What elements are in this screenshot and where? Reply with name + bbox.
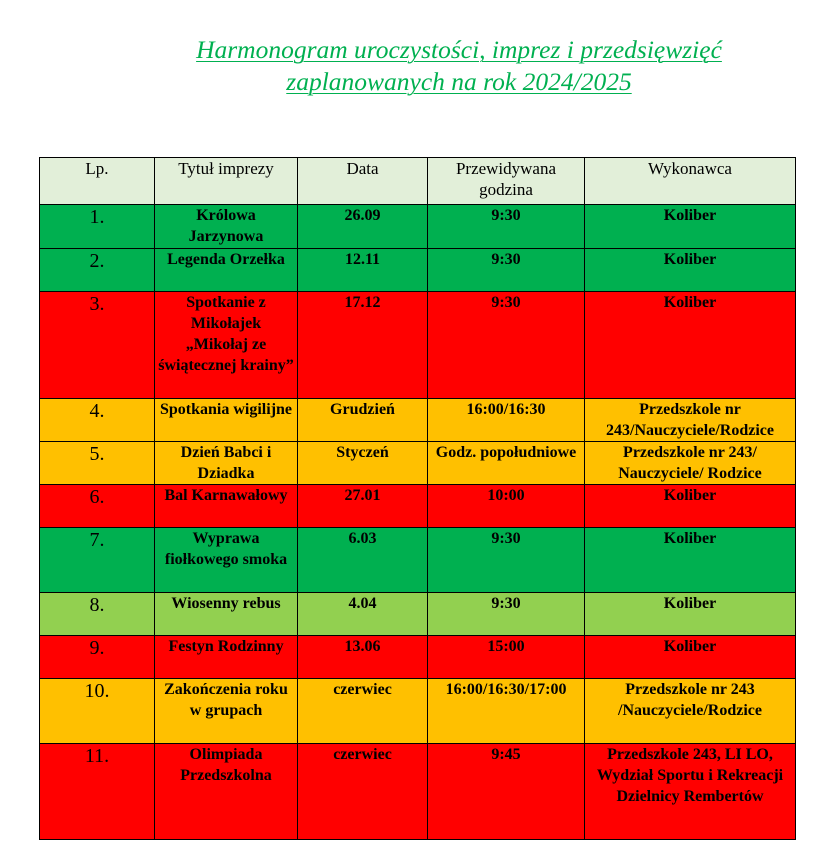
row-title: Spotkanie z Mikołajek „Mikołaj ze świątecznej krainy” [155, 292, 298, 399]
row-time: 9:30 [428, 205, 585, 249]
row-date: 26.09 [298, 205, 428, 249]
row-title: Wyprawa fiołkowego smoka [155, 528, 298, 593]
row-lp: 4. [40, 399, 155, 442]
row-time: 16:00/16:30 [428, 399, 585, 442]
row-performer: Koliber [585, 636, 796, 679]
header-performer: Wykonawca [585, 158, 796, 205]
row-performer: Przedszkole nr 243/Nauczyciele/Rodzice [585, 399, 796, 442]
table-row [40, 593, 796, 636]
row-date: 4.04 [298, 593, 428, 636]
row-time: 9:45 [428, 744, 585, 840]
schedule-table [39, 157, 796, 840]
row-performer: Koliber [585, 528, 796, 593]
header-lp: Lp. [40, 158, 155, 205]
row-date: czerwiec [298, 679, 428, 744]
row-date: czerwiec [298, 744, 428, 840]
row-performer: Koliber [585, 249, 796, 292]
table-row [40, 679, 796, 744]
row-date: 12.11 [298, 249, 428, 292]
title-line-1: Harmonogram uroczystości, imprez i przedsięwzięć [196, 35, 722, 64]
row-time: 9:30 [428, 593, 585, 636]
row-title: Legenda Orzełka [155, 249, 298, 292]
row-title: Festyn Rodzinny [155, 636, 298, 679]
row-lp: 10. [40, 679, 155, 744]
header-title: Tytuł imprezy [155, 158, 298, 205]
row-performer: Koliber [585, 205, 796, 249]
header-date: Data [298, 158, 428, 205]
header-time: Przewidywana godzina [428, 158, 585, 205]
row-lp: 8. [40, 593, 155, 636]
row-date: 17.12 [298, 292, 428, 399]
table-row [40, 399, 796, 442]
table-row [40, 205, 796, 249]
row-title: Dzień Babci i Dziadka [155, 442, 298, 485]
row-performer: Przedszkole nr 243/ Nauczyciele/ Rodzice [585, 442, 796, 485]
row-title: Królowa Jarzynowa [155, 205, 298, 249]
row-time: 9:30 [428, 292, 585, 399]
row-lp: 1. [40, 205, 155, 249]
row-performer: Przedszkole nr 243 /Nauczyciele/Rodzice [585, 679, 796, 744]
row-lp: 3. [40, 292, 155, 399]
row-lp: 6. [40, 485, 155, 528]
row-date: 27.01 [298, 485, 428, 528]
row-date: Grudzień [298, 399, 428, 442]
table-header-row [40, 158, 796, 205]
row-date: 6.03 [298, 528, 428, 593]
table-row [40, 442, 796, 485]
row-time: Godz. popołudniowe [428, 442, 585, 485]
row-lp: 11. [40, 744, 155, 840]
row-performer: Koliber [585, 485, 796, 528]
row-date: 13.06 [298, 636, 428, 679]
row-date: Styczeń [298, 442, 428, 485]
row-time: 10:00 [428, 485, 585, 528]
row-lp: 5. [40, 442, 155, 485]
row-lp: 7. [40, 528, 155, 593]
table-row [40, 528, 796, 593]
row-time: 9:30 [428, 249, 585, 292]
row-time: 9:30 [428, 528, 585, 593]
row-time: 15:00 [428, 636, 585, 679]
table-row [40, 292, 796, 399]
row-title: Spotkania wigilijne [155, 399, 298, 442]
table-row [40, 744, 796, 840]
table-row [40, 636, 796, 679]
row-time: 16:00/16:30/17:00 [428, 679, 585, 744]
title-line-2: zaplanowanych na rok 2024/2025 [286, 67, 632, 96]
row-title: Olimpiada Przedszkolna [155, 744, 298, 840]
row-performer: Przedszkole 243, LI LO, Wydział Sportu i Rekreacji Dzielnicy Rembertów [585, 744, 796, 840]
row-title: Wiosenny rebus [155, 593, 298, 636]
row-performer: Koliber [585, 593, 796, 636]
row-lp: 9. [40, 636, 155, 679]
row-title: Bal Karnawałowy [155, 485, 298, 528]
page-title [0, 34, 836, 98]
row-title: Zakończenia roku w grupach [155, 679, 298, 744]
table-row [40, 249, 796, 292]
table-row [40, 485, 796, 528]
row-performer: Koliber [585, 292, 796, 399]
row-lp: 2. [40, 249, 155, 292]
